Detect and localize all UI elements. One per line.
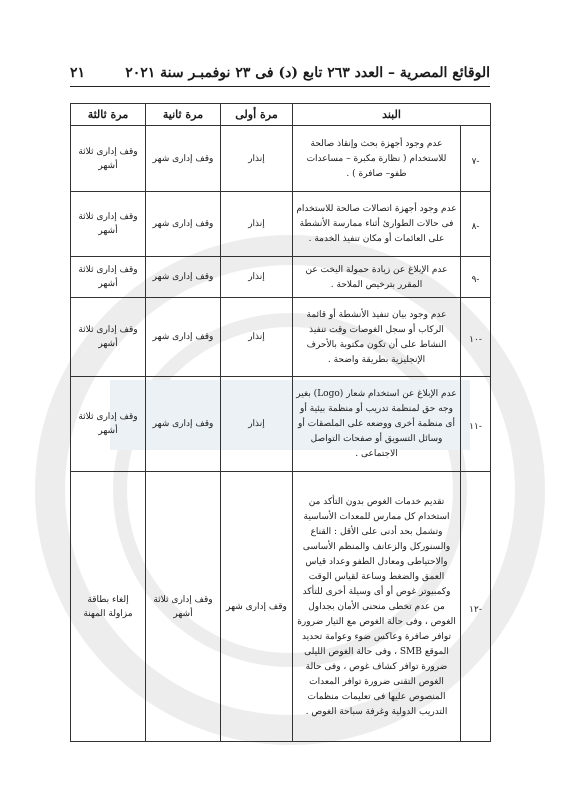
table-row — [71, 377, 491, 472]
column-header-second: مرة ثانية — [146, 104, 221, 126]
table-row — [71, 298, 491, 377]
row-text: تقديم خدمات الغوص بدون التأكد من استخدام كل ممارس للمعدات الأساسية وتشمل بحد أدنى على الأقل : القناع والسنوركل والزعانف والمنظم الأساسى والاحتياطى ومعادل الطفو وعداد قياس العمق والضغط وساعة لقياس الوقت وكمبيوتر غوص أو أى وسيلة أخرى للتأكد من عدم تخطى منحنى الأمان بجداول الغوص ، وفى حالة الغوص مع التيار ضرورة توافر صافرة وعاكس ضوء وعوامة تحديد الموقع SMB ، وفى حالة الغوص الليلى ضرورة توافر كشاف غوص ، وفى حالة الغوص التقنى ضرورة توافر المعدات المنصوص عليها فى تعليمات منظمات التدريب الدولية وغرفة سباحة الغوص . — [293, 472, 461, 742]
row-number: -١٢ — [461, 472, 491, 742]
penalties-table — [70, 103, 491, 742]
penalty-third: وقف إدارى ثلاثة أشهر — [71, 377, 146, 472]
page-header — [70, 65, 490, 81]
row-number: -١٠ — [461, 298, 491, 377]
row-text: عدم الإبلاغ عن استخدام شعار (Logo) بغير وجه حق لمنظمة تدريب أو منظمة بيئية أو أى منظمة أخرى ووضعه على الملصقات أو وسائل التسويق أو صفحات التواصل الاجتماعى . — [293, 377, 461, 472]
column-header-third: مرة ثالثة — [71, 104, 146, 126]
table-header-row — [71, 104, 491, 126]
row-number: -٩ — [461, 257, 491, 298]
row-number: -٧ — [461, 126, 491, 192]
penalty-first: إنذار — [221, 298, 293, 377]
penalty-first: إنذار — [221, 377, 293, 472]
row-number: -١١ — [461, 377, 491, 472]
row-text: عدم الإبلاغ عن زيادة حمولة اليخت عن المقرر بترخيص الملاحة . — [293, 257, 461, 298]
page-number: ٢١ — [70, 65, 86, 81]
row-text: عدم وجود بيان تنفيذ الأنشطة أو قائمة الركاب أو سجل الغوصات وقت تنفيذ النشاط على أن تكون مكتوبة بالأحرف الإنجليزية بطريقة واضحة . — [293, 298, 461, 377]
header-title: الوقائع المصرية – العدد ٢٦٣ تابع (د) فى ٢٣ نوفمبـر سنة ٢٠٢١ — [125, 65, 490, 81]
column-header-first: مرة أولى — [221, 104, 293, 126]
row-text: عدم وجود أجهزة بحث وإنقاذ صالحة للاستخدام ( نظارة مكبرة – مساعدات طفو– صافرة ) . — [293, 126, 461, 192]
table-row — [71, 257, 491, 298]
penalty-third: وقف إدارى ثلاثة أشهر — [71, 126, 146, 192]
penalty-first: وقف إدارى شهر — [221, 472, 293, 742]
column-header-item: البند — [293, 104, 491, 126]
penalty-second: وقف إدارى شهر — [146, 257, 221, 298]
penalty-third: إلغاء بطاقة مزاولة المهنة — [71, 472, 146, 742]
penalty-second: وقف إدارى شهر — [146, 192, 221, 257]
row-number: -٨ — [461, 192, 491, 257]
penalty-second: وقف إدارى شهر — [146, 126, 221, 192]
penalty-first: إنذار — [221, 192, 293, 257]
table-row — [71, 472, 491, 742]
table-row — [71, 192, 491, 257]
row-text: عدم وجود أجهزة اتصالات صالحة للاستخدام فى حالات الطوارئ أثناء ممارسة الأنشطة على العائمات أو مكان تنفيذ الخدمة . — [293, 192, 461, 257]
penalty-first: إنذار — [221, 257, 293, 298]
penalty-third: وقف إدارى ثلاثة أشهر — [71, 298, 146, 377]
penalty-third: وقف إدارى ثلاثة أشهر — [71, 257, 146, 298]
penalty-second: وقف إدارى شهر — [146, 298, 221, 377]
header-rule — [70, 86, 490, 87]
penalty-second: وقف إدارى شهر — [146, 377, 221, 472]
penalty-second: وقف إدارى ثلاثة أشهر — [146, 472, 221, 742]
penalty-first: إنذار — [221, 126, 293, 192]
table-row — [71, 126, 491, 192]
penalty-third: وقف إدارى ثلاثة أشهر — [71, 192, 146, 257]
